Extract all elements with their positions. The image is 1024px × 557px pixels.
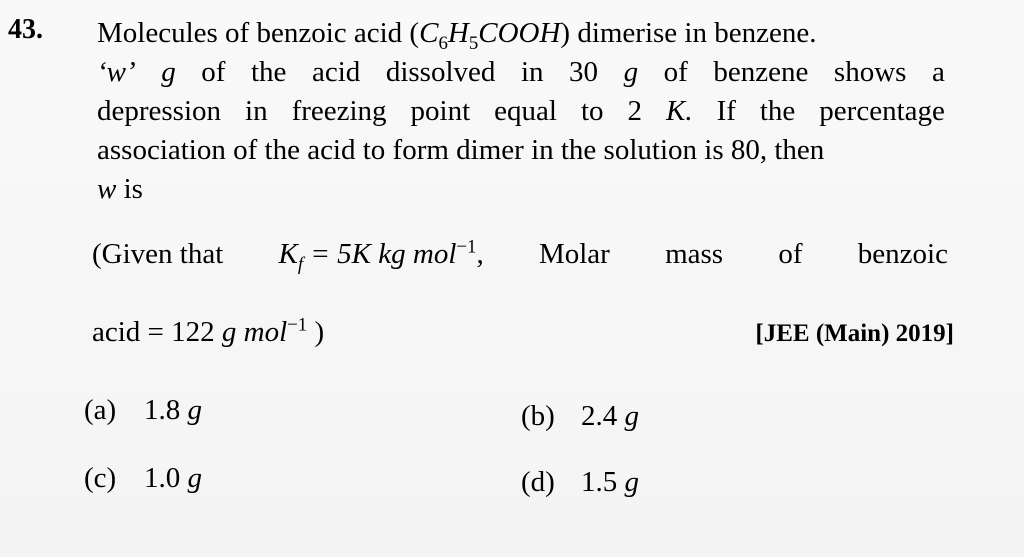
word: g (623, 56, 639, 88)
option-label: (d) (521, 466, 555, 498)
close-paren: ) (307, 316, 325, 348)
word: the (759, 95, 796, 127)
word: to (580, 95, 604, 127)
word: benzene (713, 56, 809, 88)
question-line-3 (97, 92, 945, 131)
kf-subscript: f (297, 253, 304, 275)
option-label: (a) (84, 394, 117, 426)
unit-superscript: −1 (287, 314, 308, 336)
word: of (663, 56, 688, 88)
word: of (201, 56, 226, 88)
question-line-2 (97, 53, 945, 92)
word: ‘w’ (97, 56, 136, 88)
question-line-5 (97, 170, 945, 209)
molar-mass-value: acid = 122 (92, 316, 222, 348)
word: 30 (569, 56, 599, 88)
question-number: 43. (8, 14, 43, 45)
option-label: (c) (84, 462, 117, 494)
word: mass (665, 238, 724, 270)
question-text (97, 14, 945, 209)
kf-superscript: −1 (456, 236, 477, 258)
word: equal (494, 95, 557, 127)
formula-c: C (419, 17, 439, 49)
word: If (716, 95, 736, 127)
molar-mass-unit: g mol (221, 316, 288, 348)
word: in (520, 56, 544, 88)
option-value: 2.4 (581, 400, 618, 432)
word: g (161, 56, 176, 88)
option-value: 1.8 (144, 394, 181, 426)
given-open: (Given that (92, 238, 224, 270)
option-unit: g (187, 462, 202, 494)
exam-source: [JEE (Main) 2019] (755, 320, 954, 347)
option-label: (b) (521, 400, 555, 432)
option-unit: g (187, 394, 202, 426)
word: of (778, 238, 803, 270)
kf-symbol: K (278, 238, 298, 270)
text-fragment: is (116, 173, 143, 205)
option-unit: g (624, 466, 639, 498)
word: dissolved (385, 56, 496, 88)
option-d[interactable] (521, 466, 639, 499)
text-fragment: ) dimerise in benzene. (560, 17, 817, 49)
given-line-2 (92, 316, 324, 349)
kf-value: = 5K kg mol (303, 238, 457, 270)
word: the (250, 56, 287, 88)
text-fragment: Molecules of benzoic acid ( (97, 17, 420, 49)
word: freezing (291, 95, 387, 127)
comma: , (476, 238, 484, 270)
word: shows (833, 56, 907, 88)
option-unit: g (624, 400, 639, 432)
word: point (410, 95, 471, 127)
word: acid (311, 56, 361, 88)
option-value: 1.0 (144, 462, 181, 494)
word: percentage (819, 95, 945, 127)
given-line-1 (92, 236, 948, 275)
word: K. (665, 95, 693, 127)
formula-cooh: COOH (478, 17, 561, 49)
kf-expression (278, 236, 484, 275)
question-line-4: association of the acid to form dimer in the solution is 80, then (97, 134, 825, 166)
word: Molar (538, 238, 610, 270)
variable-w: w (97, 173, 117, 205)
question-line-1 (97, 14, 945, 53)
word: benzoic (857, 238, 948, 270)
formula-h: H (447, 17, 469, 49)
option-value: 1.5 (581, 466, 618, 498)
formula-h-subscript: 5 (468, 32, 479, 54)
option-c[interactable] (84, 462, 202, 495)
word: in (245, 95, 268, 127)
option-a[interactable] (84, 394, 202, 427)
word: a (931, 56, 945, 88)
option-b[interactable] (521, 400, 639, 433)
formula-c-subscript: 6 (438, 32, 448, 54)
word: depression (97, 95, 222, 127)
word: 2 (627, 95, 642, 127)
